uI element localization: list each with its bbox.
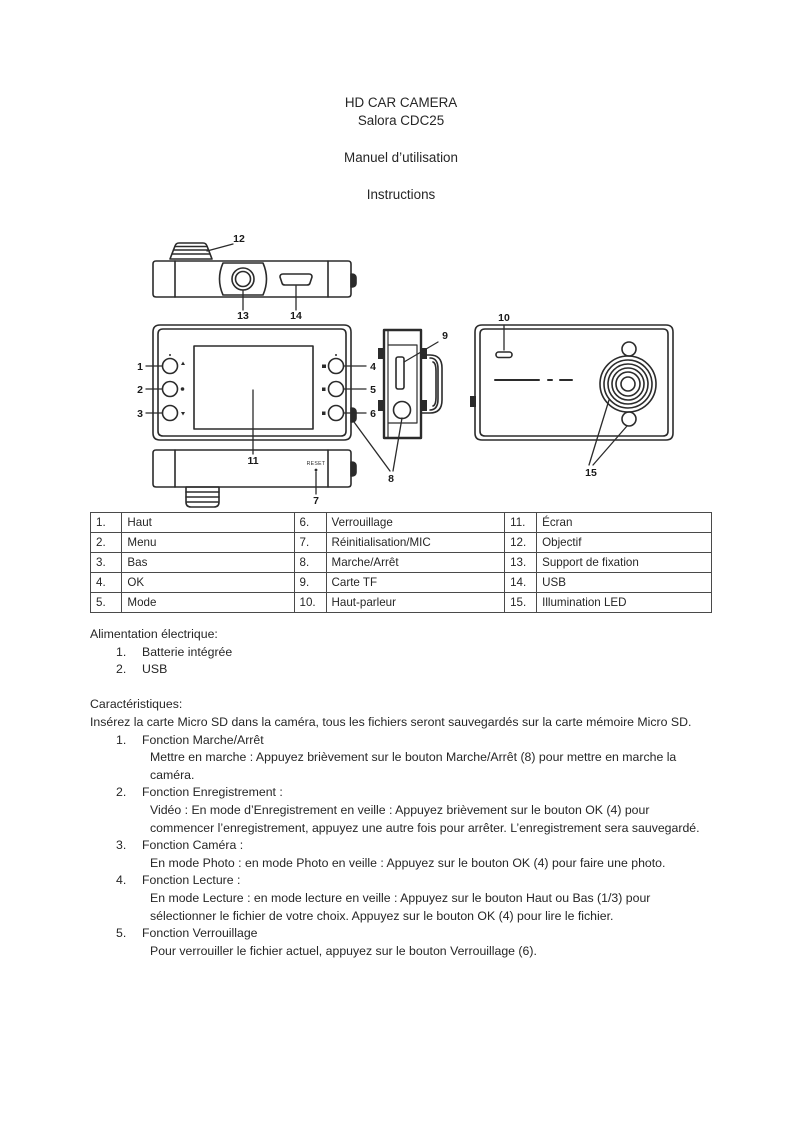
cell-number: 10. bbox=[294, 593, 326, 613]
power-heading: Alimentation électrique: bbox=[90, 627, 218, 641]
cell-label: Marche/Arrêt bbox=[326, 553, 505, 573]
list-item bbox=[90, 925, 715, 960]
list-item bbox=[90, 872, 715, 925]
list-marker: 3. bbox=[116, 838, 127, 853]
cell-number: 6. bbox=[294, 513, 326, 533]
parts-legend-table bbox=[90, 512, 712, 613]
list-marker: 2. bbox=[116, 662, 127, 677]
callout-5: 5 bbox=[370, 384, 376, 396]
list-item bbox=[90, 644, 715, 662]
list-marker: 1. bbox=[116, 732, 127, 747]
table-row bbox=[91, 573, 712, 593]
callout-4: 4 bbox=[370, 361, 376, 373]
callout-9: 9 bbox=[442, 330, 448, 342]
list-item bbox=[90, 661, 715, 679]
cell-label: Carte TF bbox=[326, 573, 505, 593]
view-rear bbox=[470, 325, 673, 465]
callout-15: 15 bbox=[585, 467, 597, 479]
power-list bbox=[90, 644, 715, 679]
document-body bbox=[90, 626, 715, 960]
list-title: Fonction Verrouillage bbox=[142, 926, 258, 941]
title-spacer-1 bbox=[0, 131, 802, 149]
features-intro: Insérez la carte Micro SD dans la caméra, tous les fichiers seront sauvegardés sur la carte mémoire Micro SD. bbox=[90, 714, 692, 729]
section-spacer bbox=[90, 679, 715, 697]
list-item bbox=[90, 837, 715, 872]
list-item bbox=[90, 784, 715, 837]
list-body: Pour verrouiller le fichier actuel, appuyez sur le bouton Verrouillage (6). bbox=[150, 943, 537, 958]
title-product-line: HD CAR CAMERA bbox=[344, 95, 458, 110]
title-manual-line: Manuel d’utilisation bbox=[344, 150, 458, 166]
document-title-block bbox=[0, 94, 802, 204]
list-marker: 4. bbox=[116, 873, 127, 888]
cell-label: Objectif bbox=[537, 533, 712, 553]
callout-13: 13 bbox=[237, 310, 249, 322]
callout-6: 6 bbox=[370, 408, 376, 420]
callout-10: 10 bbox=[498, 312, 510, 324]
cell-number: 14. bbox=[505, 573, 537, 593]
cell-number: 12. bbox=[505, 533, 537, 553]
callout-1: 1 bbox=[137, 361, 143, 373]
parts-table-body bbox=[91, 513, 712, 613]
callout-14: 14 bbox=[290, 310, 302, 322]
callout-12: 12 bbox=[233, 233, 245, 245]
callout-7: 7 bbox=[313, 495, 319, 507]
list-title: Fonction Enregistrement : bbox=[142, 785, 283, 800]
list-body: En mode Photo : en mode Photo en veille : Appuyez sur le bouton OK (4) pour faire une photo. bbox=[150, 855, 666, 870]
cell-number: 7. bbox=[294, 533, 326, 553]
features-heading: Caractéristiques: bbox=[90, 697, 183, 712]
cell-label: Haut bbox=[122, 513, 294, 533]
cell-label: Mode bbox=[122, 593, 294, 613]
view-top bbox=[153, 243, 356, 310]
list-title: Fonction Marche/Arrêt bbox=[142, 732, 264, 747]
cell-label: Menu bbox=[122, 533, 294, 553]
list-marker: 1. bbox=[116, 644, 127, 659]
cell-number: 8. bbox=[294, 553, 326, 573]
title-model-line: Salora CDC25 bbox=[357, 113, 445, 129]
list-body: Mettre en marche : Appuyez brièvement sur le bouton Marche/Arrêt (8) pour mettre en marche la caméra. bbox=[150, 750, 677, 782]
cell-label: Haut-parleur bbox=[326, 593, 505, 613]
list-text: USB bbox=[142, 662, 168, 677]
view-side bbox=[378, 330, 442, 471]
cell-number: 2. bbox=[91, 533, 122, 553]
product-diagram bbox=[120, 222, 682, 514]
list-body: En mode Lecture : en mode lecture en veille : Appuyez sur le bouton Haut ou Bas (1/3) pour sélectionner le fichier de votre choix. Appuyez sur le bouton OK (4) pour lire le fichier. bbox=[150, 890, 651, 923]
title-spacer-2 bbox=[0, 168, 802, 186]
callout-3: 3 bbox=[137, 408, 143, 420]
cell-number: 5. bbox=[91, 593, 122, 613]
list-title: Fonction Lecture : bbox=[142, 873, 241, 888]
cell-number: 9. bbox=[294, 573, 326, 593]
cell-number: 1. bbox=[91, 513, 122, 533]
cell-label: Illumination LED bbox=[537, 593, 712, 613]
callout-8: 8 bbox=[388, 473, 394, 485]
table-row bbox=[91, 533, 712, 553]
list-marker: 2. bbox=[116, 785, 127, 800]
cell-number: 3. bbox=[91, 553, 122, 573]
callout-2: 2 bbox=[137, 384, 143, 396]
cell-label: USB bbox=[537, 573, 712, 593]
cell-number: 15. bbox=[505, 593, 537, 613]
table-row bbox=[91, 513, 712, 533]
list-body: Vidéo : En mode d’Enregistrement en veille : Appuyez brièvement sur le bouton OK (4) pour commencer l’enregistrement, appuyez une autre fois pour arrêter. L’enregistrement sera sauvegardé. bbox=[150, 802, 700, 835]
title-instructions-line: Instructions bbox=[366, 187, 436, 202]
cell-number: 11. bbox=[505, 513, 537, 533]
features-list bbox=[90, 732, 715, 961]
cell-number: 4. bbox=[91, 573, 122, 593]
list-title: Fonction Caméra : bbox=[142, 838, 244, 853]
product-diagram-svg bbox=[120, 222, 682, 514]
callout-11: 11 bbox=[247, 455, 259, 467]
cell-label: OK bbox=[122, 573, 294, 593]
cell-label: Réinitialisation/MIC bbox=[326, 533, 505, 553]
list-text: Batterie intégrée bbox=[142, 644, 233, 659]
list-item bbox=[90, 732, 715, 785]
list-marker: 5. bbox=[116, 926, 127, 941]
cell-label: Bas bbox=[122, 553, 294, 573]
cell-label: Verrouillage bbox=[326, 513, 505, 533]
cell-number: 13. bbox=[505, 553, 537, 573]
table-row bbox=[91, 553, 712, 573]
view-front bbox=[146, 325, 390, 471]
reset-silkscreen-label: RESET bbox=[306, 461, 326, 467]
table-row bbox=[91, 593, 712, 613]
cell-label: Support de fixation bbox=[537, 553, 712, 573]
cell-label: Écran bbox=[537, 513, 712, 533]
